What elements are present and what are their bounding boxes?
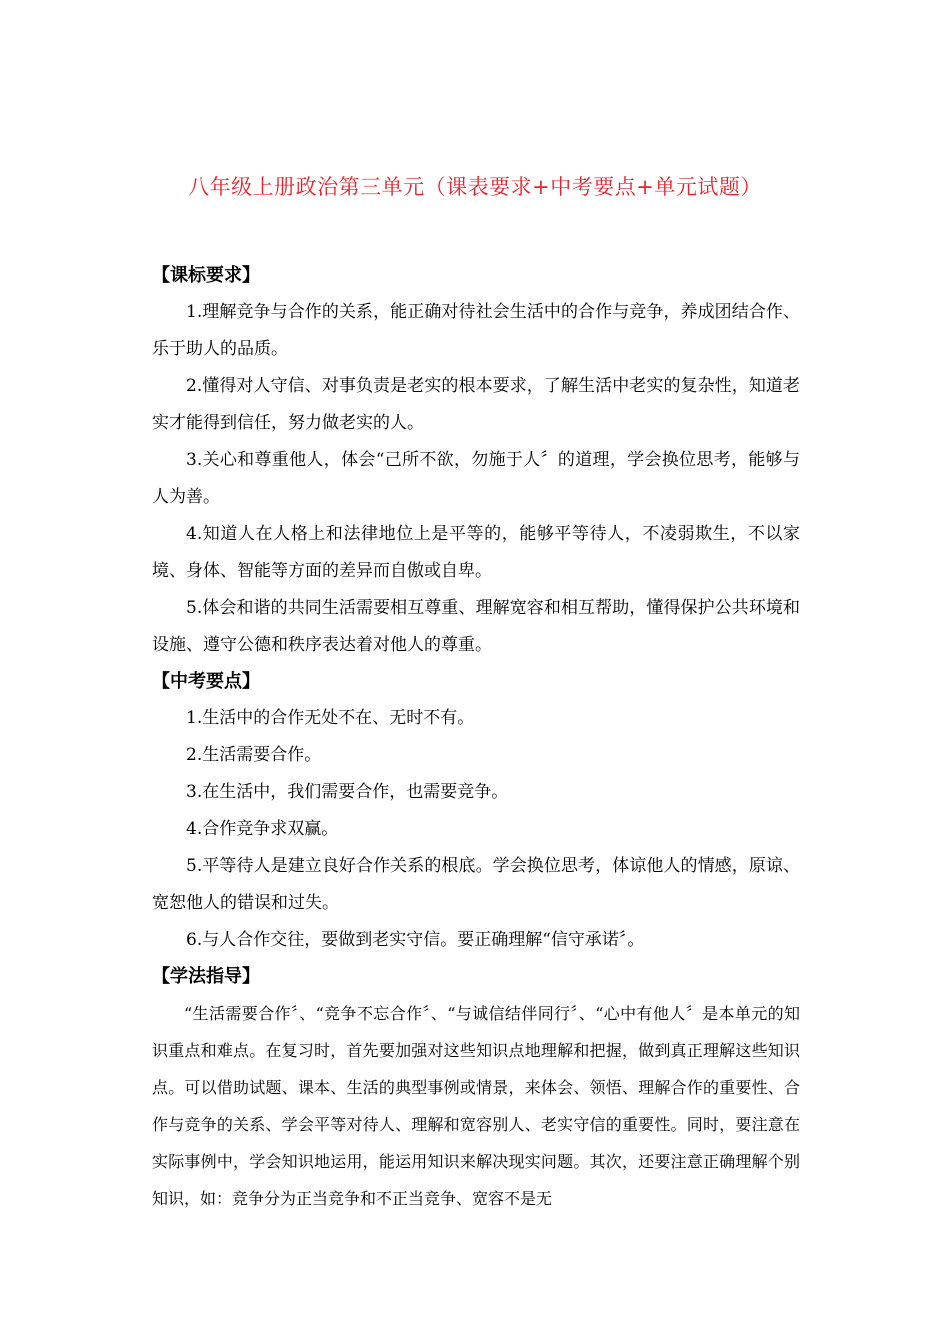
paragraph: 3.在生活中，我们需要合作，也需要竞争。	[186, 782, 509, 802]
section-heading: 【中考要点】	[152, 671, 260, 692]
paragraph: 6.与人合作交往，要做到老实守信。要正确理解“信守承诺〞。	[186, 930, 645, 950]
paragraph: 4.合作竞争求双赢。	[186, 819, 339, 839]
paragraph: 1.理解竞争与合作的关系，能正确对待社会生活中的合作与竞争，养成团结合作、乐于助人的品质。	[152, 302, 800, 359]
paragraph: “生活需要合作〞、“竞争不忘合作〞、“与诚信结伴同行〞、“心中有他人〞是本单元的知识重点和难点。在复习时，首先要加强对这些知识点地理解和把握，做到真正理解这些知识点。可以借助试题、课本、生活的典型事例或情景，来体会、领悟、理解合作的重要性、合作与竞争的关系、学会平等对待人、理解和宽容别人、老实守信的重要性。同时，要注意在实际事例中，学会知识地运用，能运用知识来解决现实问题。其次，还要注意正确理解个别知识，如：竞争分为正当竞争和不正当竞争、宽容不是无	[152, 1004, 800, 1208]
section-study-guidance	[152, 959, 800, 1217]
section-exam-key-points	[152, 664, 800, 959]
paragraph: 5.体会和谐的共同生活需要相互尊重、理解宽容和相互帮助，懂得保护公共环境和设施、遵守公德和秩序表达着对他人的尊重。	[152, 598, 800, 655]
section-curriculum-requirements	[152, 258, 800, 664]
paragraph: 5.平等待人是建立良好合作关系的根底。学会换位思考，体谅他人的情感，原谅、宽恕他人的错误和过失。	[152, 856, 800, 913]
document-title: 八年级上册政治第三单元（课表要求+中考要点+单元试题）	[188, 175, 762, 199]
paragraph: 3.关心和尊重他人，体会“己所不欲，勿施于人〞的道理，学会换位思考，能够与人为善。	[152, 450, 800, 507]
section-heading: 【课标要求】	[152, 265, 260, 286]
document-body	[152, 258, 800, 1217]
paragraph: 4.知道人在人格上和法律地位上是平等的，能够平等待人，不凌弱欺生，不以家境、身体、智能等方面的差异而自傲或自卑。	[152, 524, 800, 581]
paragraph: 2.生活需要合作。	[186, 745, 322, 765]
section-heading: 【学法指导】	[152, 966, 260, 987]
paragraph: 2.懂得对人守信、对事负责是老实的根本要求，了解生活中老实的复杂性，知道老实才能得到信任，努力做老实的人。	[152, 376, 800, 433]
paragraph: 1.生活中的合作无处不在、无时不有。	[186, 708, 475, 728]
